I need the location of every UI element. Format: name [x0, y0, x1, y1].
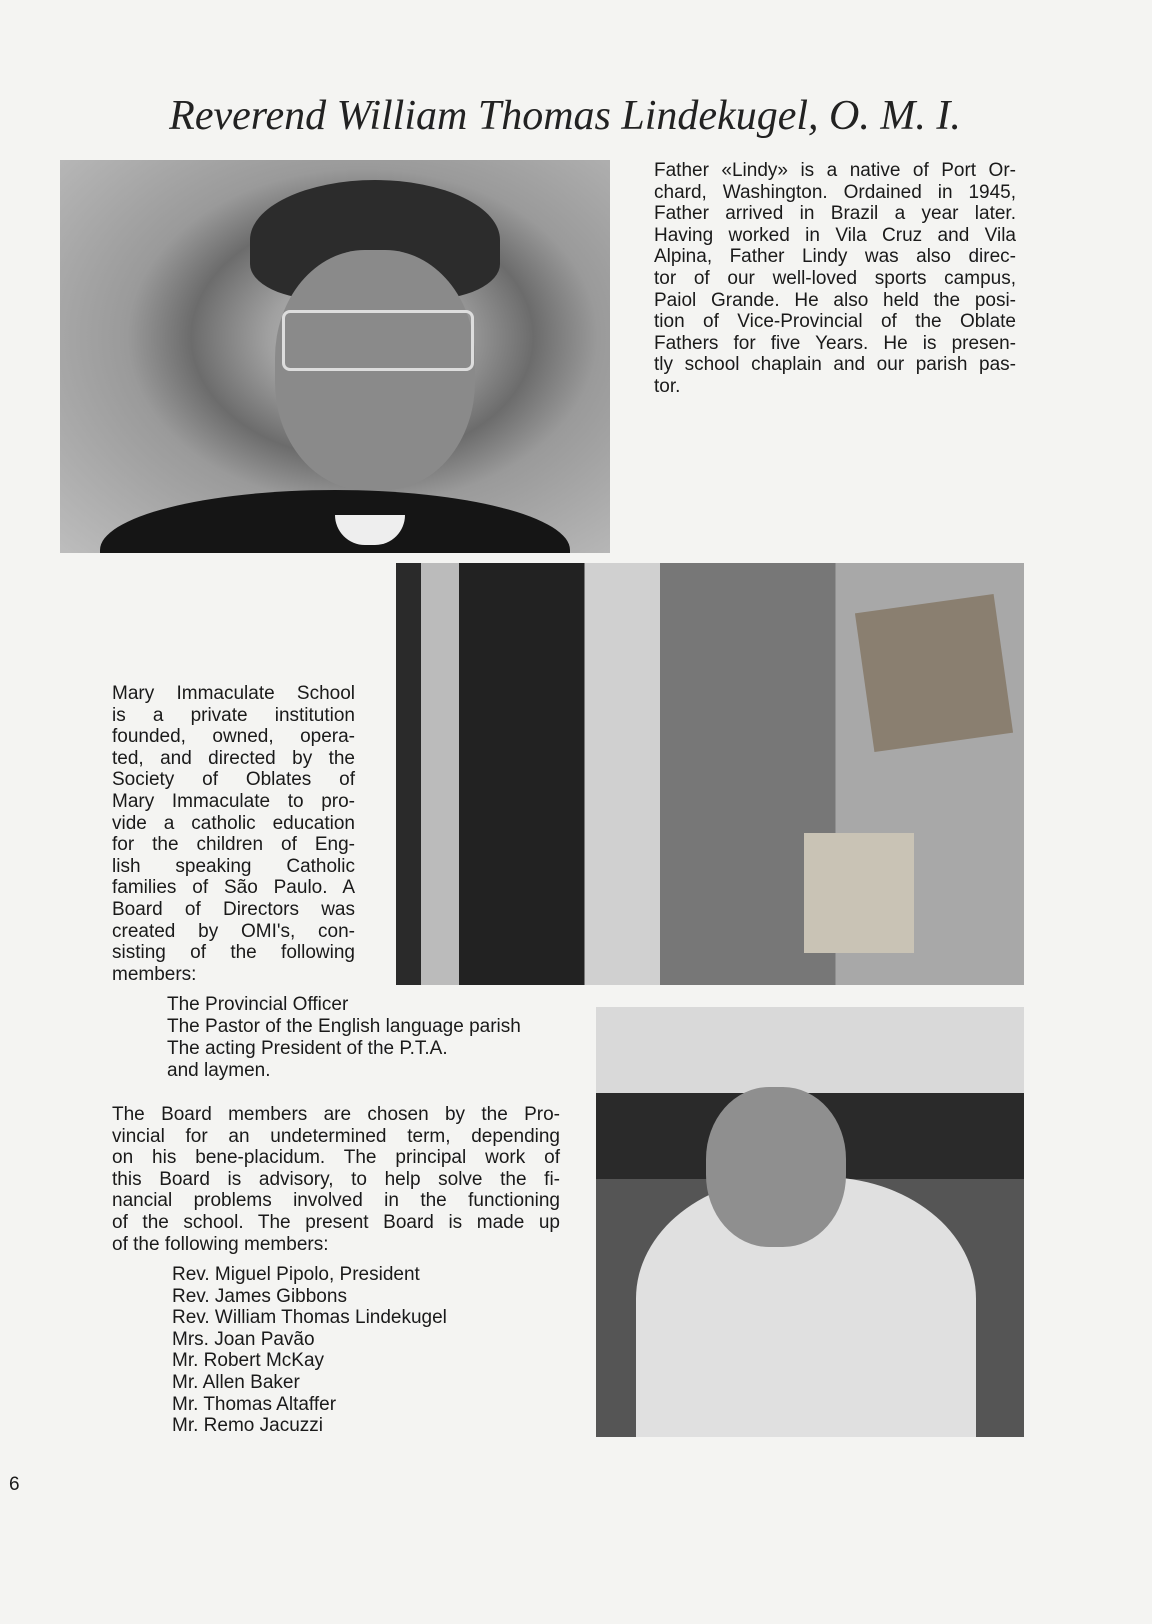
text-line: is a private institution [112, 704, 355, 726]
page-title: Reverend William Thomas Lindekugel, O. M. I. [169, 93, 961, 139]
text-line: vincial for an undetermined term, depending [112, 1125, 560, 1147]
text-line: The Board members are chosen by the Pro- [112, 1104, 560, 1125]
text-line: Father «Lindy» is a native of Port Or- [654, 160, 1016, 181]
text-line: Having worked in Vila Cruz and Vila [654, 224, 1016, 246]
list-item: The Pastor of the English language parish [167, 1016, 521, 1037]
office-photo [596, 1007, 1024, 1437]
board-members-list [172, 1264, 447, 1437]
list-item: The acting President of the P.T.A. [167, 1038, 448, 1059]
text-line: Mary Immaculate to pro- [112, 790, 355, 812]
text-line: Mary Immaculate School [112, 683, 355, 704]
text-line: on his bene-placidum. The principal work of [112, 1147, 560, 1169]
page-number: 6 [9, 1474, 20, 1495]
text-line: chard, Washington. Ordained in 1945, [654, 181, 1016, 203]
text-line: sisting of the following [112, 942, 355, 964]
text-line: nancial problems involved in the functioning [112, 1190, 560, 1212]
portrait-photo [60, 160, 610, 553]
text-line: of the school. The present Board is made up [112, 1211, 560, 1233]
text-line: Paiol Grande. He also held the posi- [654, 289, 1016, 311]
text-line: tor of our well-loved sports campus, [654, 267, 1016, 289]
school-paragraph [112, 683, 355, 985]
text-line: Father arrived in Brazil a year later. [654, 203, 1016, 225]
member-item: Mr. Robert McKay [172, 1350, 325, 1372]
member-item: Mrs. Joan Pavão [172, 1328, 315, 1350]
text-line: Society of Oblates of [112, 769, 355, 791]
text-line: tly school chaplain and our parish pas- [654, 354, 1016, 376]
text-line: created by OMI's, con- [112, 920, 355, 942]
member-item: Rev. James Gibbons [172, 1285, 347, 1307]
text-line: members: [112, 963, 197, 985]
text-line: for the children of Eng- [112, 834, 355, 856]
text-line: ted, and directed by the [112, 747, 355, 769]
text-line: families of São Paulo. A [112, 877, 355, 899]
text-line: Alpina, Father Lindy was also direc- [654, 246, 1016, 268]
text-line: tion of Vice-Provincial of the Oblate [654, 311, 1016, 333]
member-item: Rev. Miguel Pipolo, President [172, 1264, 420, 1285]
text-line: tor. [654, 375, 681, 397]
text-line: vide a catholic education [112, 812, 355, 834]
list-item: The Provincial Officer [167, 994, 349, 1015]
donation-photo [396, 563, 1024, 985]
text-line: Fathers for five Years. He is presen- [654, 332, 1016, 354]
member-item: Mr. Thomas Altaffer [172, 1393, 337, 1415]
text-line: of the following members: [112, 1233, 329, 1255]
text-line: lish speaking Catholic [112, 855, 355, 877]
biography-paragraph [654, 160, 1016, 398]
text-line: founded, owned, opera- [112, 726, 355, 748]
text-line: this Board is advisory, to help solve the fi- [112, 1168, 560, 1190]
member-item: Mr. Allen Baker [172, 1371, 300, 1393]
member-item: Mr. Remo Jacuzzi [172, 1415, 323, 1437]
member-item: Rev. William Thomas Lindekugel [172, 1307, 447, 1329]
text-line: Board of Directors was [112, 898, 355, 920]
board-composition-list [167, 994, 521, 1082]
board-paragraph [112, 1104, 560, 1255]
list-item: and laymen. [167, 1060, 271, 1081]
